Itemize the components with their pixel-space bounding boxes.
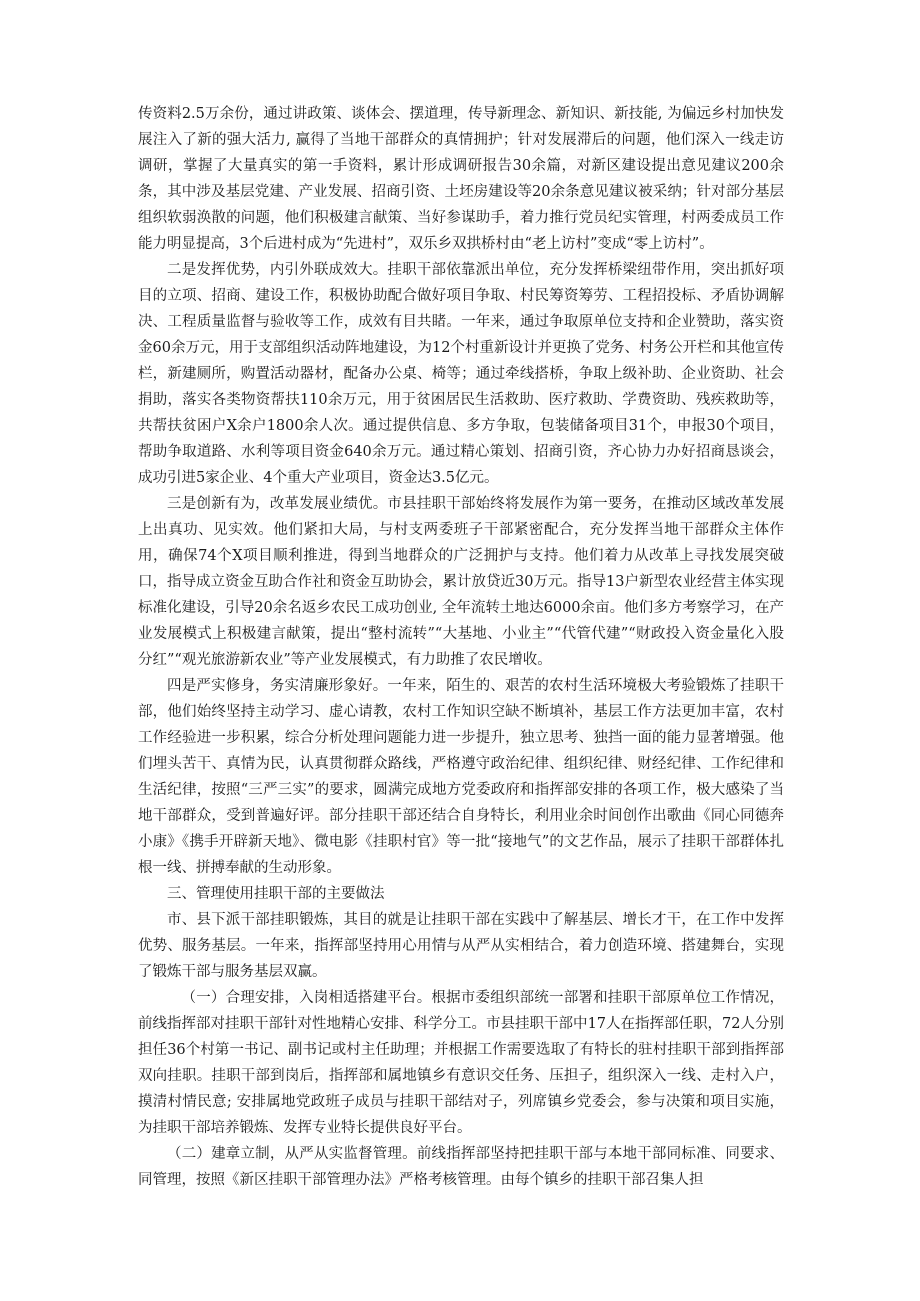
paragraph-3: 三是创新有为，改革发展业绩优。市县挂职干部始终将发展作为第一要务，在推动区域改革发展上出真功、见实效。他们紧扣大局，与村支两委班子干部紧密配合，充分发挥当地干部群众主体作用，确保74个X项目顺利推进，得到当地群众的广泛拥护与支持。他们着力从改革上寻找发展突破口，指导成立资金互助合作社和资金互助协会，累计放贷近30万元。指导13户新型农业经营主体实现标准化建设，引导20余名返乡农民工成功创业, 全年流转土地达6000余亩。他们多方考察学习，在产业发展模式上积极建言献策，提出“整村流转”“大基地、小业主”“代管代建”“财政投入资金量化入股分红”“观光旅游新农业”等产业发展模式，有力助推了农民增收。	[138, 496, 784, 668]
paragraph-7: （二）建章立制，从严从实监督管理。前线指挥部坚持把挂职干部与本地干部同标准、同要求、同管理，按照《新区挂职干部管理办法》严格考核管理。由每个镇乡的挂职干部召集人担	[138, 1146, 784, 1188]
paragraph-5: 市、县下派干部挂职锻炼，其目的就是让挂职干部在实践中了解基层、增长才干，在工作中发挥优势、服务基层。一年来，指挥部坚持用心用情与从严从实相结合，着力创造环境、搭建舞台，实现了锻炼干部与服务基层双赢。	[138, 912, 784, 980]
section-heading: 三、管理使用挂职干部的主要做法	[167, 886, 385, 902]
paragraph-6: （一）合理安排，入岗相适搭建平台。根据市委组织部统一部署和挂职干部原单位工作情况，前线指挥部对挂职干部针对性地精心安排、科学分工。市县挂职干部中17人在指挥部任职，72人分别担任36个村第一书记、副书记或村主任助理；并根据工作需要选取了有特长的驻村挂职干部到指挥部双向挂职。挂职干部到岗后，指挥部和属地镇乡有意识交任务、压担子，组织深入一线、走村入户，摸清村情民意; 安排属地党政班子成员与挂职干部结对子，列席镇乡党委会，参与决策和项目实施，为挂职干部培养锻炼、发挥专业特长提供良好平台。	[138, 990, 784, 1136]
paragraph-1: 传资料2.5万余份，通过讲政策、谈体会、摆道理，传导新理念、新知识、新技能, 为偏远乡村加快发展注入了新的强大活力, 赢得了当地干部群众的真情拥护；针对发展滞后的问题，他们深入一线走访调研，掌握了大量真实的第一手资料，累计形成调研报告30余篇，对新区建设提出意见建议200余条，其中涉及基层党建、产业发展、招商引资、土坯房建设等20余条意见建议被采纳；针对部分基层组织软弱涣散的问题，他们积极建言献策、当好参谋助手，着力推行党员纪实管理，村两委成员工作能力明显提高，3个后进村成为“先进村”，双乐乡双拱桥村由“老上访村”变成“零上访村”。	[138, 106, 784, 252]
document-page	[138, 101, 784, 1193]
paragraph-4: 四是严实修身，务实清廉形象好。一年来，陌生的、艰苦的农村生活环境极大考验锻炼了挂职干部，他们始终坚持主动学习、虚心请教，农村工作知识空缺不断填补，基层工作方法更加丰富，农村工作经验进一步积累，综合分析处理问题能力进一步提升，独立思考、独挡一面的能力显著增强。他们埋头苦干、真情为民，认真贯彻群众路线，严格遵守政治纪律、组织纪律、财经纪律、工作纪律和生活纪律，按照“三严三实”的要求，圆满完成地方党委政府和指挥部安排的各项工作，极大感染了当地干部群众，受到普遍好评。部分挂职干部还结合自身特长，利用业余时间创作出歌曲《同心同德奔小康》《携手开辟新天地》、微电影《挂职村官》等一批“接地气”的文艺作品，展示了挂职干部群体扎根一线、拼搏奉献的生动形象。	[138, 678, 784, 876]
paragraph-2: 二是发挥优势，内引外联成效大。挂职干部依靠派出单位，充分发挥桥梁纽带作用，突出抓好项目的立项、招商、建设工作，积极协助配合做好项目争取、村民筹资筹劳、工程招投标、矛盾协调解决、工程质量监督与验收等工作，成效有目共睹。一年来，通过争取原单位支持和企业赞助，落实资金60余万元，用于支部组织活动阵地建设，为12个村重新设计并更换了党务、村务公开栏和其他宣传栏，新建厕所，购置活动器材，配备办公桌、椅等；通过牵线搭桥，争取上级补助、企业资助、社会捐助，落实各类物资帮扶110余万元，用于贫困居民生活救助、医疗救助、学费资助、残疾救助等，共帮扶贫困户X余户1800余人次。通过提供信息、多方争取，包装储备项目31个，申报30个项目，帮助争取道路、水利等项目资金640余万元。通过精心策划、招商引资，齐心协力办好招商恳谈会，成功引进5家企业、4个重大产业项目，资金达3.5亿元。	[138, 262, 784, 486]
